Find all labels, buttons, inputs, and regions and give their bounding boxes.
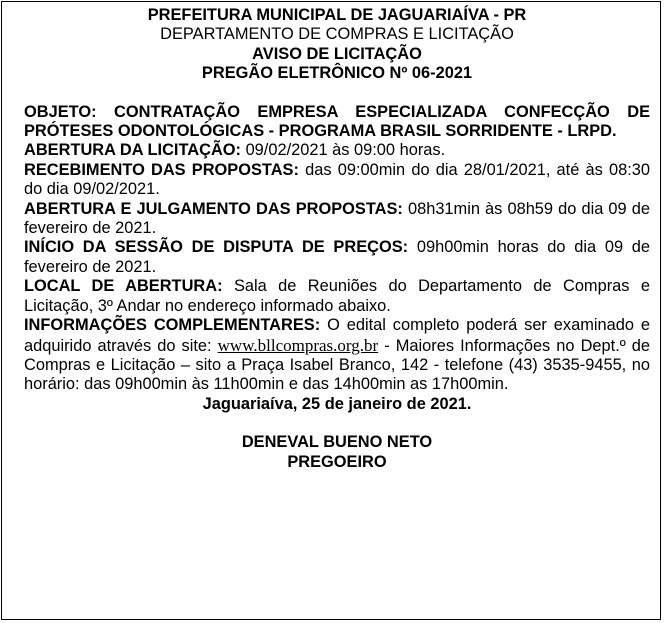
inicio-label: INÍCIO DA SESSÃO DE DISPUTA DE PREÇOS: [24,238,409,257]
abertura-text: 09/02/2021 às 09:00 horas. [245,141,446,160]
spacer [24,414,650,433]
julgamento-label: ABERTURA E JULGAMENTO DAS PROPOSTAS: [24,199,403,218]
abertura-label: ABERTURA DA LICITAÇÃO: [24,141,241,160]
municipality-title: PREFEITURA MUNICIPAL DE JAGUARIAÍVA - PR [147,6,527,24]
julgamento-text: 08h31min às 08h59 do dia 09 de fevereiro de 2021. [24,199,650,238]
info-label: INFORMAÇÕES COMPLEMENTARES: [24,316,321,335]
info-text-2: - Maiores Informações no Dept.º de Compras e Licitação – sito a Praça Isabel Branco, 142 - telefone (43) 3535-9455, no horário: das 09h00min às 11h00min e das 14h00min as 17h00min. [24,336,651,394]
inicio-text: 09h00min horas do dia 09 de fevereiro de 2021. [24,238,651,276]
notice-frame [1,1,661,620]
objeto-label: OBJETO: [24,102,97,121]
objeto-text: CONTRATAÇÃO EMPRESA ESPECIALIZADA CONFECÇÃO DE PRÓTESES ODONTOLÓGICAS - PROGRAMA BRASIL SORRIDENTE - LRPD. [24,102,650,141]
spacer [24,84,650,103]
auction-number: PREGÃO ELETRÔNICO Nº 06-2021 [201,64,473,83]
recebimento-label: RECEBIMENTO DAS PROPOSTAS: [24,160,299,179]
notice-header [24,6,650,84]
info-paragraph [24,316,650,395]
signer-name: DENEVAL BUENO NETO [241,433,433,452]
recebimento-paragraph [24,161,650,200]
abertura-paragraph [24,141,650,160]
objeto-paragraph [24,103,650,142]
notice-date: Jaguariaíva, 25 de janeiro de 2021. [202,394,472,413]
bll-compras-link[interactable]: www.bllcompras.org.br [217,335,379,355]
department-title: DEPARTAMENTO DE COMPRAS E LICITAÇÃO [160,25,514,44]
inicio-paragraph [24,238,650,277]
local-text: Sala de Reuniões do Departamento de Compras e Licitação, 3º Andar no endereço informado abaixo. [24,277,650,315]
local-paragraph [24,277,650,316]
info-text-1: O edital completo poderá ser examinado e adquirido através do site: [24,316,650,355]
julgamento-paragraph [24,200,650,239]
recebimento-text: das 09:00min do dia 28/01/2021, até às 08:30 do dia 09/02/2021. [24,160,651,199]
signer-role: PREGOEIRO [287,452,387,471]
local-label: LOCAL DE ABERTURA: [24,277,223,296]
notice-type: AVISO DE LICITAÇÃO [252,44,422,63]
